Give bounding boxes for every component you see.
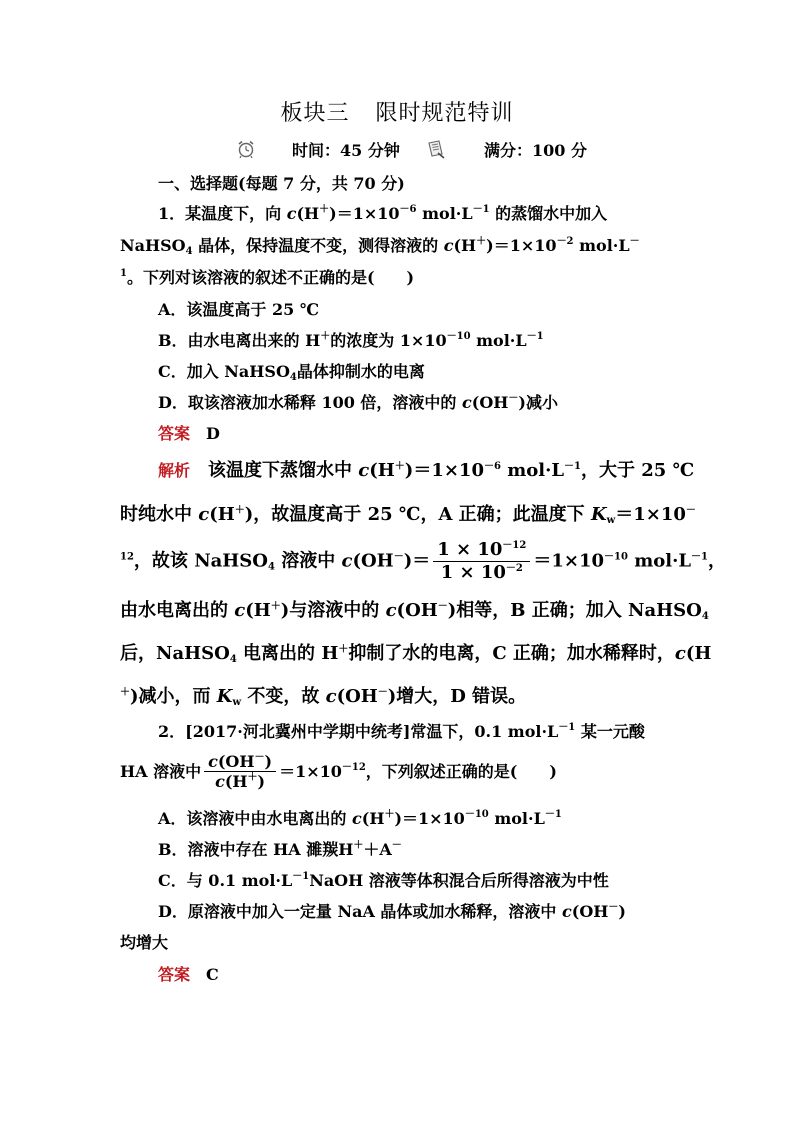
q1-number: 1． xyxy=(158,204,186,223)
q2-answer xyxy=(158,967,219,983)
q1-stem-line-1: 1．某温度下，向 $c(H^+)=1\times 10^{-6}$ $mol\cdot L^{-1}$ 的蒸馏水中加入 xyxy=(158,204,608,223)
explanation-label: 解析 xyxy=(158,461,191,480)
q1-explanation-line-4: 由水电离出的 c(H＋)与溶液中的 c(OH－)相等，B 正确；加入 NaHSO$_4$ xyxy=(120,600,709,622)
q1-option-c: C．加入 NaHSO$_4$晶体抑制水的电离 xyxy=(158,362,425,383)
oh-h-ratio-fraction: $\frac{c(OH^-)}{c(H^+)}$ xyxy=(204,753,276,792)
kw-fraction: $\frac{1 \times 10^{-12}}{1 \times 10^{-2}}$ xyxy=(433,540,530,583)
answer-value: D xyxy=(206,424,220,443)
q1-explanation-line-2: 时纯水中 c(H＋)，故温度高于 25 ℃，A 正确；此温度下 $K_w=1\times 10^-$ xyxy=(120,504,696,526)
answer-label: 答案 xyxy=(158,424,191,443)
q2-source: [2017·河北冀州中学期中统考] xyxy=(185,722,411,741)
title-part-1: 板块三 xyxy=(280,101,350,126)
q2-option-d-line-2: 均增大 xyxy=(120,933,169,952)
q1-option-b: B．由水电离出来的 H＋的浓度为 $1\times 10^{-10}$ $mol\cdot L^{-1}$ xyxy=(158,331,544,350)
title-part-2: 限时规范特训 xyxy=(375,101,514,126)
q1-stem-line-3: $^1$。下列对该溶液的叙述不正确的是( ) xyxy=(120,268,415,287)
q2-option-a: A．该溶液中由水电离出的 $c(H^+)=1\times 10^{-10}$ $mol\cdot L^{-1}$ xyxy=(158,809,562,828)
q2-stem-line-2: HA 溶液中 $\frac{c(OH^-)}{c(H^+)}$ $=1\times 10^{-12}$，下列叙述正确的是( ) xyxy=(120,752,557,792)
alarm-clock-icon xyxy=(236,138,256,159)
q1-explanation-line-5: 后，NaHSO$_4$ 电离出的 H＋抑制了水的电离，C 正确；加水稀释时，c(H xyxy=(120,643,712,665)
q2-option-b: B．溶液中存在 HA 濉羰H＋＋A－ xyxy=(158,840,402,859)
q1-explanation-line-1: 解析 该温度下蒸馏水中 $c(H^+)=1\times 10^{-6}$ $mol\cdot L^{-1}$，大于 25 ℃ xyxy=(158,460,695,481)
q1-option-a: A．该温度高于 25 ℃ xyxy=(158,300,319,319)
q1-option-d: D．取该溶液加水稀释 100 倍，溶液中的 c(OH－)减小 xyxy=(158,393,558,412)
section-heading: 一、选择题(每题 7 分，共 70 分) xyxy=(158,174,405,193)
q2-number: 2． xyxy=(158,722,186,741)
exam-paper-icon xyxy=(426,138,446,159)
q2-option-c: C．与 0.1 $mol\cdot L^{-1}NaOH$ 溶液等体积混合后所得溶液为中性 xyxy=(158,871,609,890)
full-score: 满分：100 分 xyxy=(484,141,587,160)
q1-explanation-line-3: $^{12}$，故该 NaHSO$_4$ 溶液中 c(OH－)＝ $\frac{1 \times 10^{-12}}{1 \times 10^{-2}}$ $=1\times 10^{-10}$ $mol\cdot L^{-1}$， xyxy=(120,539,726,583)
q1-explanation-line-6: ＋)减小，而 $K_w$ 不变，故 c(OH－)增大，D 错误。 xyxy=(120,686,527,708)
answer-value: C xyxy=(206,965,219,984)
q2-option-d-line-1: D．原溶液中加入一定量 NaA 晶体或加水稀释，溶液中 c(OH－) xyxy=(158,902,626,921)
time-limit: 时间：45 分钟 xyxy=(292,141,400,160)
page-title xyxy=(0,96,794,127)
q2-stem-line-1: 2．[2017·河北冀州中学期中统考]常温下，0.1 $mol\cdot L^{-1}$ 某一元酸 xyxy=(158,722,645,741)
answer-label: 答案 xyxy=(158,965,191,984)
q1-stem-line-2: NaHSO$_4$ 晶体，保持温度不变，测得溶液的 $c(H^+)=1\times 10^{-2}$ mol·L－ xyxy=(120,236,640,257)
q1-answer xyxy=(158,426,220,442)
